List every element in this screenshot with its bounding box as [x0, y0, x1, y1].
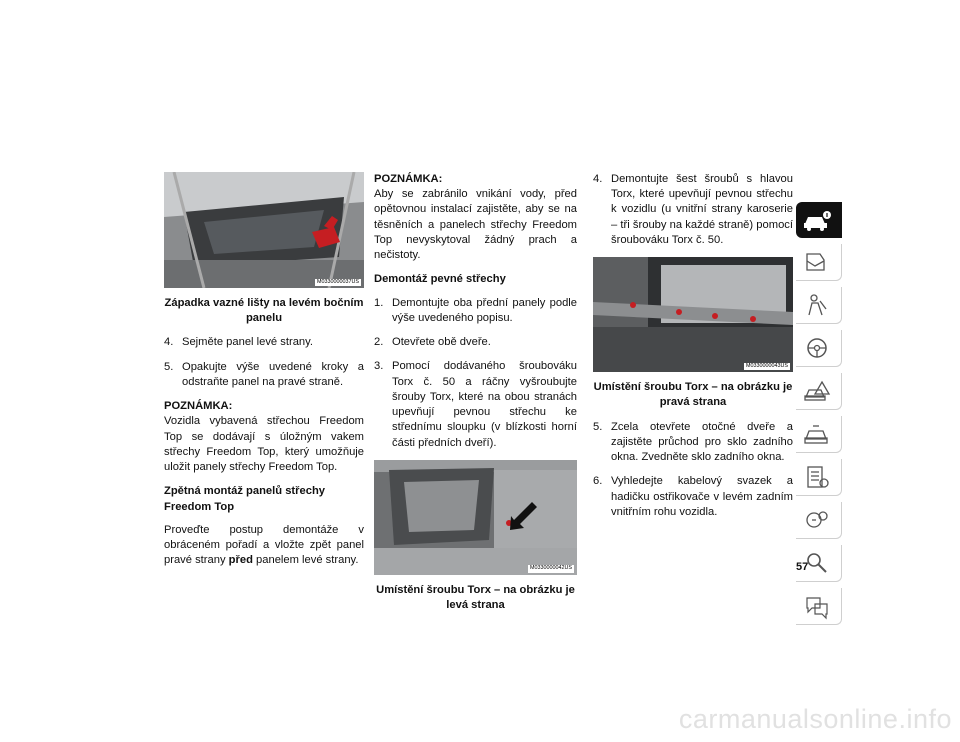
- emergency-icon: [802, 377, 832, 405]
- tab-emergency[interactable]: [796, 373, 842, 410]
- list-item: 1. Demontujte oba přední panely podle výše uvedeného popisu.: [374, 296, 577, 324]
- step-list: [593, 172, 793, 248]
- tab-language[interactable]: [796, 588, 842, 625]
- message-icon: [802, 248, 832, 276]
- tab-multimedia[interactable]: [796, 502, 842, 539]
- step-list: [593, 420, 793, 520]
- note-text: Vozidla vybavená střechou Freedom Top se dodávají s úložným vakem střechy Freedom Top, který umožňuje uložit panely střechy Freedom Top.: [164, 415, 364, 474]
- multimedia-icon: [802, 506, 832, 534]
- photo-reference-code: M0330000043US: [746, 362, 788, 369]
- list-item: 5. Zcela otevřete otočné dveře a zajistěte průchod pro sklo zadního okna. Zvedněte sklo zadního okna.: [593, 420, 793, 464]
- photo-sliding-latch: [164, 172, 364, 288]
- tab-driving[interactable]: [796, 330, 842, 367]
- photo-torx-right: [593, 257, 793, 372]
- photo-caption: Umístění šroubu Torx – na obrázku je levá strana: [376, 583, 575, 611]
- photo-caption: Umístění šroubu Torx – na obrázku je pravá strana: [593, 381, 793, 409]
- steering-icon: [802, 334, 832, 362]
- page-number: 57: [796, 561, 809, 573]
- note-heading: POZNÁMKA:: [374, 173, 443, 185]
- photo-reference-code: M0330000042US: [530, 565, 572, 572]
- list-item: 6. Vyhledejte kabelový svazek a hadičku ostřikovače v levém zadním vnitřním rohu vozidla.: [593, 475, 793, 518]
- note-text: Aby se zabránilo vnikání vody, před opětovnou instalací zajistěte, aby se na těsněních a panelech střechy Freedom Top nevyskytoval žádný prach a nečistoty.: [374, 188, 577, 262]
- list-item: 4. Demontujte šest šroubů s hlavou Torx, které upevňují pevnou střechu k vozidlu (u vnitřní strany karoserie – tři šrouby na každé straně) pomocí šroubováku Torx č. 50.: [593, 173, 793, 246]
- car-service-icon: [802, 420, 832, 448]
- column-1: [164, 172, 364, 578]
- paragraph: Proveďte postup demontáže v obráceném pořadí a vložte zpět panel pravé strany před panelem levé strany.: [164, 523, 364, 567]
- section-heading: Demontáž pevné střechy: [374, 273, 506, 286]
- tab-service[interactable]: [796, 416, 842, 453]
- body-side-image: [593, 257, 793, 372]
- column-2: [374, 172, 577, 622]
- door-interior-image: [374, 460, 577, 575]
- step-list: [164, 335, 364, 390]
- roof-interior-image: [164, 172, 364, 288]
- list-item: 4. Sejměte panel levé strany.: [164, 336, 314, 349]
- tab-car-info[interactable]: [796, 202, 842, 238]
- tab-specs[interactable]: [796, 459, 842, 496]
- list-item: 5. Opakujte výše uvedené kroky a odstraňte panel na pravé straně.: [164, 360, 364, 388]
- photo-reference-code: M0330000037US: [317, 278, 359, 285]
- list-item: 2. Otevřete obě dveře.: [374, 336, 491, 349]
- tab-messages[interactable]: [796, 244, 842, 281]
- car-info-icon: [802, 206, 832, 234]
- language-icon: [802, 592, 832, 620]
- list-item: 3. Pomocí dodávaného šroubováku Torx č. 50 a ráčny vyšroubujte šrouby Torx, které na obou stranách upevňují pevnou střechu ke střednímu sloupku (v blízkosti horní části předních dveří).: [374, 360, 577, 449]
- specs-icon: [802, 463, 832, 491]
- safety-icon: [802, 291, 832, 319]
- section-heading: Zpětná montáž panelů střechy Freedom Top: [164, 485, 326, 513]
- column-3: [593, 172, 793, 529]
- tab-safety[interactable]: [796, 287, 842, 324]
- note-heading: POZNÁMKA:: [164, 400, 233, 413]
- photo-caption: Západka vazné lišty na levém bočním panelu: [164, 297, 364, 325]
- photo-torx-left: [374, 460, 577, 575]
- watermark[interactable]: carmanualsonline.info: [678, 704, 952, 735]
- step-list: [374, 296, 577, 451]
